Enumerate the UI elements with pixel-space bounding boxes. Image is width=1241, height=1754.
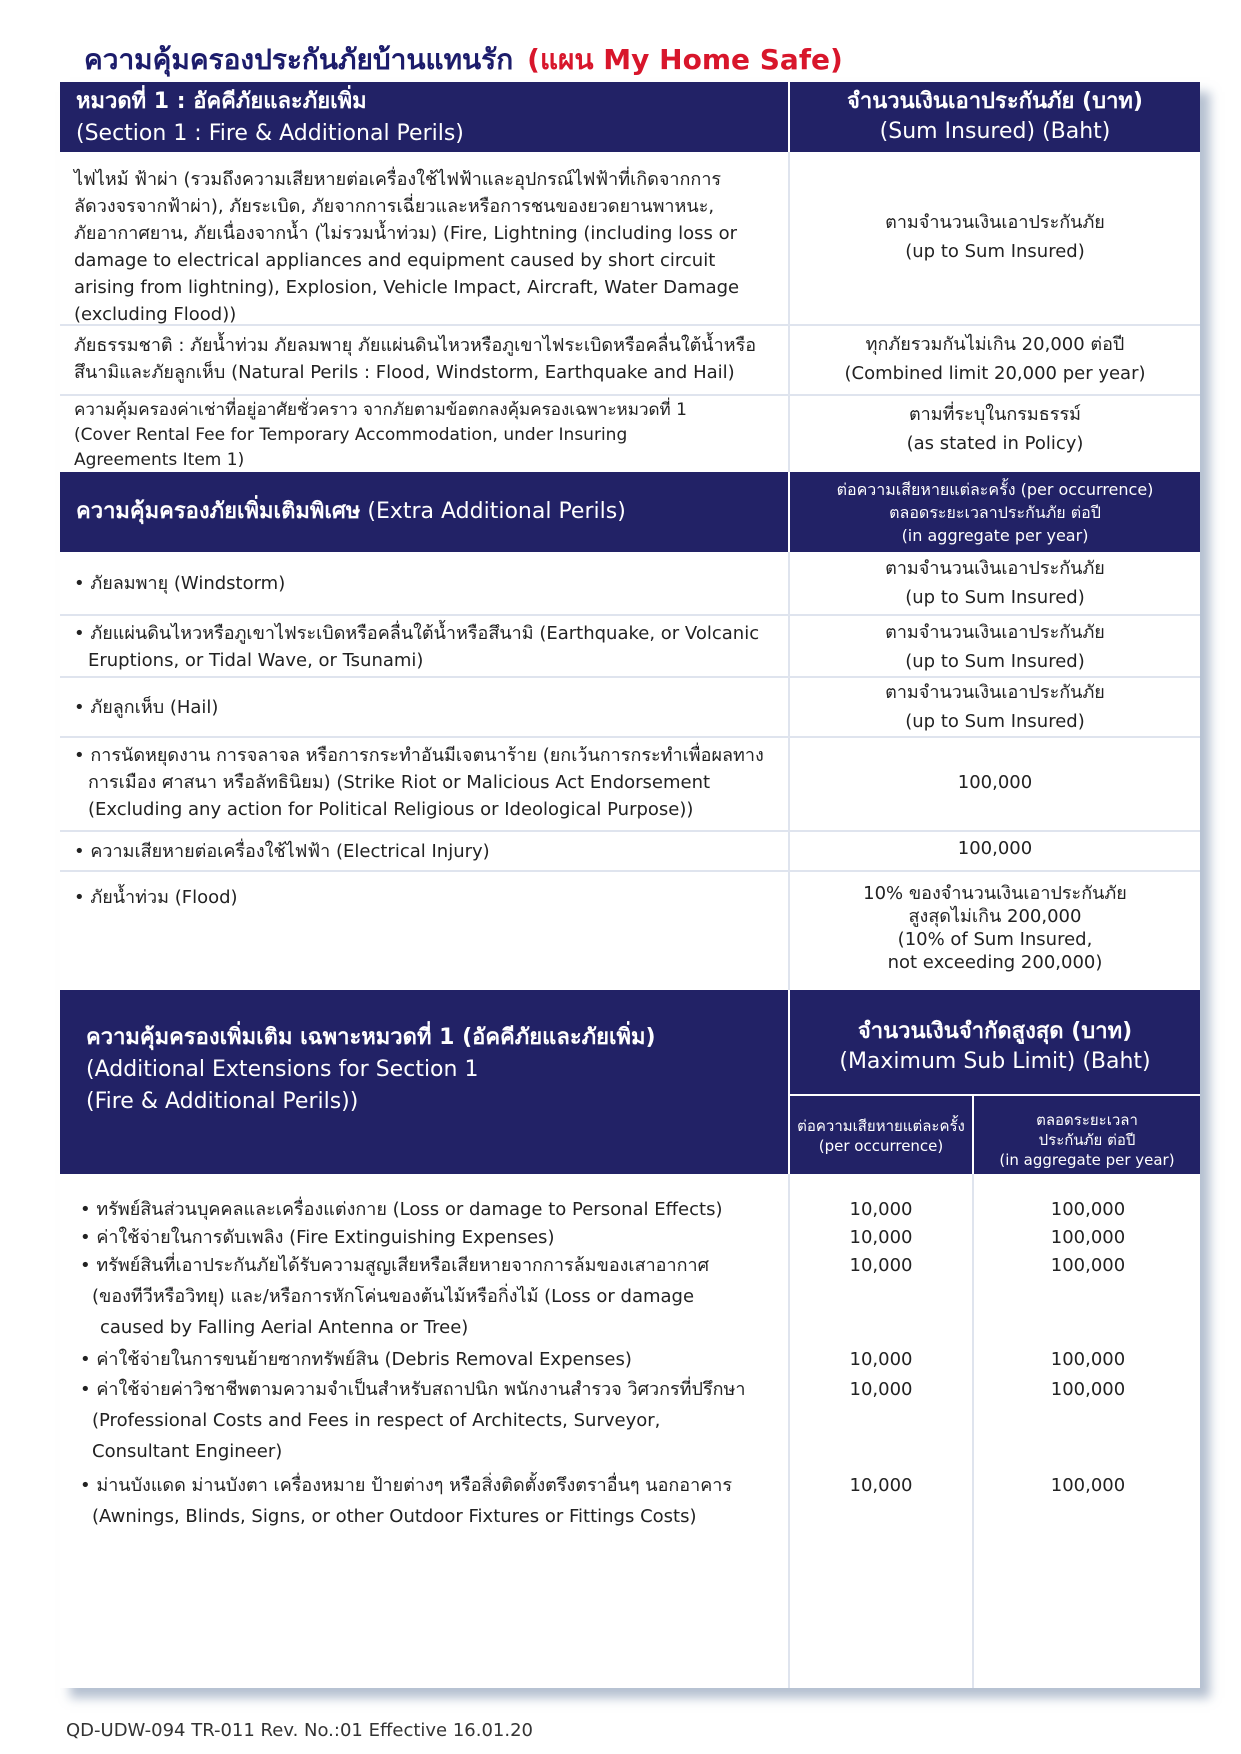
list-item: • ค่าใช้จ่ายในการขนย้ายซากทรัพย์สิน (Debris Removal Expenses) bbox=[80, 1349, 632, 1370]
row-description: • ภัยน้ำท่วม (Flood) bbox=[74, 887, 238, 908]
per-occurrence-value: 10,000 bbox=[849, 1199, 913, 1220]
row-value: ตามที่ระบุในกรมธรรม์ (as stated in Policy) bbox=[906, 404, 1084, 454]
coverage-card bbox=[60, 82, 1200, 1688]
extra-row bbox=[60, 614, 1200, 678]
additional-items bbox=[60, 1174, 1200, 1688]
per-occurrence-value: 10,000 bbox=[849, 1227, 913, 1248]
extra-perils-header bbox=[60, 472, 1200, 552]
section1-row bbox=[60, 324, 1200, 396]
row-value: ทุกภัยรวมกันไม่เกิน 20,000 ต่อปี (Combined limit 20,000 per year) bbox=[844, 334, 1146, 384]
sum-insured-thai: จำนวนเงินเอาประกันภัย (บาท) bbox=[846, 89, 1143, 114]
title-plan: (แผน My Home Safe) bbox=[527, 43, 843, 76]
list-item: • ทรัพย์สินส่วนบุคคลและเครื่องแต่งกาย (Loss or damage to Personal Effects) bbox=[80, 1199, 723, 1220]
row-description: ไฟไหม้ ฟ้าผ่า (รวมถึงความเสียหายต่อเครื่องใช้ไฟฟ้าและอุปกรณ์ไฟฟ้าที่เกิดจากการ ลัดวงจรจากฟ้าผ่า), ภัยระเบิด, ภัยจากการเฉี่ยวและหรือการชนของยวดยานพาหนะ, ภัยอากาศยาน, ภัยเนื่องจากน้ำ (ไม่รวมน้ำท่วม) (Fire, Lightning (including loss or damage to electrical appliances and equipment caused by short circuit arising from lightning), Explosion, Vehicle Impact, Aircraft, Water Damage (excluding Flood)) bbox=[74, 169, 740, 325]
extra-row bbox=[60, 552, 1200, 616]
row-description: • ภัยแผ่นดินไหวหรือภูเขาไฟระเบิดหรือคลื่นใต้น้ำหรือสึนามิ (Earthquake, or Volcanic Eruptions, or Tidal Wave, or Tsunami) bbox=[74, 623, 760, 671]
row-description: ความคุ้มครองค่าเช่าที่อยู่อาศัยชั่วคราว จากภัยตามข้อตกลงคุ้มครองเฉพาะหมวดที่ 1 (Cover Rental Fee for Temporary Accommodation, under Insuring Agreements Item 1) bbox=[74, 400, 687, 470]
row-value: ตามจำนวนเงินเอาประกันภัย (up to Sum Insured) bbox=[885, 622, 1105, 672]
per-occurrence-value: 10,000 bbox=[849, 1475, 913, 1496]
row-value: ตามจำนวนเงินเอาประกันภัย (up to Sum Insured) bbox=[885, 558, 1105, 608]
row-description: • ภัยลูกเห็บ (Hail) bbox=[74, 697, 219, 718]
row-description: • ความเสียหายต่อเครื่องใช้ไฟฟ้า (Electrical Injury) bbox=[74, 841, 490, 862]
section1-header bbox=[60, 82, 1200, 152]
aggregate-value: 100,000 bbox=[1050, 1379, 1126, 1400]
per-occurrence-value: 10,000 bbox=[849, 1255, 913, 1276]
section1-title-en: (Section 1 : Fire & Additional Perils) bbox=[76, 121, 464, 146]
list-item: • ค่าใช้จ่ายในการดับเพลิง (Fire Extinguishing Expenses) bbox=[80, 1227, 555, 1248]
page-title bbox=[84, 38, 843, 82]
section1-row bbox=[60, 152, 1200, 326]
aggregate-value: 100,000 bbox=[1050, 1227, 1126, 1248]
extra-row bbox=[60, 736, 1200, 832]
per-occurrence-value: 10,000 bbox=[849, 1349, 913, 1370]
extra-perils-title: ความคุ้มครองภัยเพิ่มเติมพิเศษ (Extra Additional Perils) bbox=[76, 499, 626, 524]
row-value: ตามจำนวนเงินเอาประกันภัย (up to Sum Insured) bbox=[885, 682, 1105, 732]
aggregate-header: ตลอดระยะเวลา ประกันภัย ต่อปี (in aggregate per year) bbox=[999, 1111, 1175, 1169]
list-item: • ทรัพย์สินที่เอาประกันภัยได้รับความสูญเสียหรือเสียหายจากการล้มของเสาอากาศ (ของทีวีหรือวิทยุ) และ/หรือการหักโค่นของต้นไม้หรือกิ่งไม้ (Loss or damage caused by Falling Aerial Antenna or Tree) bbox=[80, 1255, 710, 1338]
sub-limit-thai: จำนวนเงินจำกัดสูงสุด (บาท) bbox=[857, 1019, 1133, 1044]
per-occurrence-header: ต่อความเสียหายแต่ละครั้ง (per occurrence) bbox=[797, 1117, 965, 1155]
row-value: 100,000 bbox=[957, 772, 1033, 793]
sub-limit-en: (Maximum Sub Limit) (Baht) bbox=[839, 1049, 1151, 1074]
per-occurrence-value: 10,000 bbox=[849, 1379, 913, 1400]
section1-row bbox=[60, 394, 1200, 472]
title-thai: ความคุ้มครองประกันภัยบ้านแทนรัก bbox=[84, 43, 514, 76]
header-divider bbox=[790, 1094, 1200, 1096]
extra-row bbox=[60, 870, 1200, 990]
document-code: QD-UDW-094 TR-011 Rev. No.:01 Effective 16.01.20 bbox=[66, 1720, 533, 1741]
row-value: ตามจำนวนเงินเอาประกันภัย (up to Sum Insured) bbox=[885, 212, 1105, 262]
aggregate-value: 100,000 bbox=[1050, 1475, 1126, 1496]
section1-title-thai: หมวดที่ 1 : อัคคีภัยและภัยเพิ่ม bbox=[76, 89, 367, 114]
aggregate-value: 100,000 bbox=[1050, 1199, 1126, 1220]
additional-extensions-header bbox=[60, 990, 1200, 1174]
aggregate-value: 100,000 bbox=[1050, 1349, 1126, 1370]
row-description: • การนัดหยุดงาน การจลาจล หรือการกระทำอันมีเจตนาร้าย (ยกเว้นการกระทำเพื่อผลทาง การเมือง ศาสนา หรือลัทธินิยม) (Strike Riot or Malicious Act Endorsement (Excluding any action for Political Religious or Ideological Purpose)) bbox=[74, 745, 764, 820]
row-description: • ภัยลมพายุ (Windstorm) bbox=[74, 573, 286, 594]
list-item: • ม่านบังแดด ม่านบังตา เครื่องหมาย ป้ายต่างๆ หรือสิ่งติดตั้งตรึงตราอื่นๆ นอกอาคาร (Awnings, Blinds, Signs, or other Outdoor Fixtures or Fittings Costs) bbox=[80, 1475, 733, 1527]
extra-row bbox=[60, 676, 1200, 738]
extra-row bbox=[60, 830, 1200, 872]
extra-perils-limit-note: ต่อความเสียหายแต่ละครั้ง (per occurrence) ตลอดระยะเวลาประกันภัย ต่อปี (in aggregate per year) bbox=[836, 480, 1154, 545]
aggregate-value: 100,000 bbox=[1050, 1255, 1126, 1276]
additional-extensions-title: ความคุ้มครองเพิ่มเติม เฉพาะหมวดที่ 1 (อัคคีภัยและภัยเพิ่ม) (Additional Extensions for Section 1 (Fire & Additional Perils)) bbox=[86, 1025, 656, 1114]
row-value: 100,000 bbox=[957, 838, 1033, 859]
list-item: • ค่าใช้จ่ายค่าวิชาชีพตามความจำเป็นสำหรับสถาปนิก พนักงานสำรวจ วิศวกรที่ปรึกษา (Professional Costs and Fees in respect of Architects, Surveyor, Consultant Engineer) bbox=[80, 1379, 746, 1462]
row-description: ภัยธรรมชาติ : ภัยน้ำท่วม ภัยลมพายุ ภัยแผ่นดินไหวหรือภูเขาไฟระเบิดหรือคลื่นใต้น้ำหรือ สึนามิและภัยลูกเห็บ (Natural Perils : Flood, Windstorm, Earthquake and Hail) bbox=[74, 335, 757, 383]
row-value: 10% ของจำนวนเงินเอาประกันภัย สูงสุดไม่เกิน 200,000 (10% of Sum Insured, not exceeding 200,000) bbox=[863, 883, 1127, 973]
sum-insured-en: (Sum Insured) (Baht) bbox=[879, 119, 1111, 144]
